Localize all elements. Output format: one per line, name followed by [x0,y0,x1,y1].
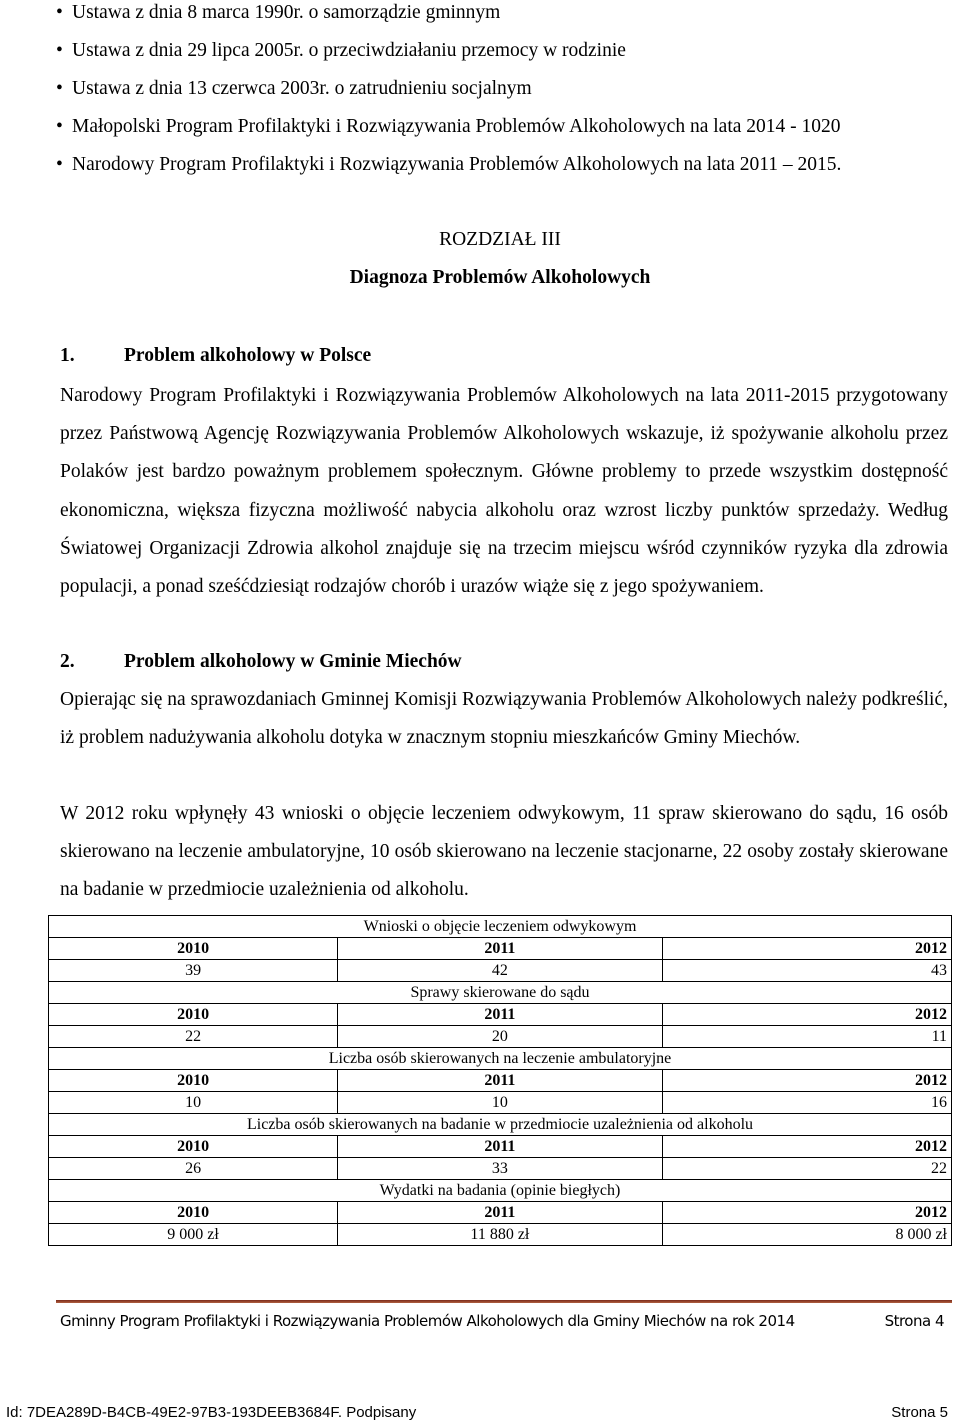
table-cell: 2012 [662,1070,951,1092]
table-cell: 11 [662,1026,951,1048]
table-cell: 26 [49,1158,338,1180]
table-cell: 2011 [338,938,663,960]
footer-title: Gminny Program Profilaktyki i Rozwiązywania Problemów Alkoholowych dla Gminy Miechów na rok 2014 [60,1312,795,1330]
table-cell: 10 [49,1092,338,1114]
table-cell: 2012 [662,1202,951,1224]
table-cell: 2010 [49,938,338,960]
table-cell: 33 [338,1158,663,1180]
list-item: • Małopolski Program Profilaktyki i Rozwiązywania Problemów Alkoholowych na lata 2014 - 1020 [56,116,841,137]
table-row [49,1070,952,1092]
table-row [49,1158,952,1180]
table-row [49,1092,952,1114]
section-number: 1. [60,345,75,366]
table-block-title: Wydatki na badania (opinie biegłych) [49,1180,952,1202]
table-cell: 9 000 zł [49,1224,338,1246]
table-cell: 2010 [49,1202,338,1224]
table-cell: 20 [338,1026,663,1048]
bottom-page-number: Strona 5 [891,1404,948,1421]
table-row [49,916,952,938]
chapter-label: ROZDZIAŁ III [439,229,561,250]
table-block-title: Liczba osób skierowanych na leczenie ambulatoryjne [49,1048,952,1070]
section-title: Problem alkoholowy w Polsce [124,345,372,366]
table-cell: 2011 [338,1136,663,1158]
section-2-heading [60,651,462,673]
table-cell: 2012 [662,1004,951,1026]
table-row [49,938,952,960]
section-title: Problem alkoholowy w Gminie Miechów [124,651,462,672]
chapter-title: Diagnoza Problemów Alkoholowych [349,267,651,288]
section-2-text-1: Opierając się na sprawozdaniach Gminnej Komisji Rozwiązywania Problemów Alkoholowych należy podkreślić, iż problem nadużywania alkoholu dotyka w znacznym stopniu mieszkańców Gminy Miechów. [60,689,948,749]
table-row [49,1202,952,1224]
table-row [49,982,952,1004]
table-block-title: Wnioski o objęcie leczeniem odwykowym [49,916,952,938]
table-row [49,1114,952,1136]
document-id-bar [6,1404,948,1421]
list-item: • Ustawa z dnia 29 lipca 2005r. o przeciwdziałaniu przemocy w rodzinie [56,40,626,61]
table-cell: 16 [662,1092,951,1114]
section-2-text-2: W 2012 roku wpłynęły 43 wnioski o objęcie leczeniem odwykowym, 11 spraw skierowano do sądu, 16 osób skierowano na leczenie ambulatoryjne, 10 osób skierowano na leczenie stacjonarne, 22 osoby zostały skierowane na badanie w przedmiocie uzależnienia od alkoholu. [60,803,948,901]
table-cell: 42 [338,960,663,982]
table-cell: 2011 [338,1004,663,1026]
table-row [49,960,952,982]
document-id: Id: 7DEA289D-B4CB-49E2-97B3-193DEEB3684F. Podpisany [6,1404,417,1421]
table-cell: 10 [338,1092,663,1114]
list-item: • Narodowy Program Profilaktyki i Rozwiązywania Problemów Alkoholowych na lata 2011 – 2015. [56,154,842,175]
list-item: • Ustawa z dnia 13 czerwca 2003r. o zatrudnieniu socjalnym [56,78,532,99]
table-row [49,1224,952,1246]
footer-page-number: Strona 4 [884,1312,944,1330]
table-cell: 2010 [49,1070,338,1092]
table-cell: 22 [49,1026,338,1048]
table-cell: 43 [662,960,951,982]
table-cell: 11 880 zł [338,1224,663,1246]
table-cell: 39 [49,960,338,982]
table-row [49,1026,952,1048]
table-row [49,1136,952,1158]
table-block-title: Sprawy skierowane do sądu [49,982,952,1004]
statistics-table [48,915,952,1246]
footer-divider [56,1300,952,1303]
section-1-text: Narodowy Program Profilaktyki i Rozwiązywania Problemów Alkoholowych na lata 2011-2015 przygotowany przez Państwową Agencję Rozwiązywania Problemów Alkoholowych wskazuje, iż spożywanie alkoholu przez Polaków jest bardzo poważnym problemem społecznym. Główne problemy to przede wszystkim dostępność ekonomiczna, większa fizyczna możliwość nabycia alkoholu oraz wzrost liczby punktów sprzedaży. Według Światowej Organizacji Zdrowia alkohol znajduje się na trzecim miejscu wśród czynników ryzyka dla zdrowia populacji, a ponad sześćdziesiąt rodzajów chorób i urazów wiąże się z jego spożywaniem. [60,385,948,598]
table-row [49,1180,952,1202]
list-item: • Ustawa z dnia 8 marca 1990r. o samorządzie gminnym [56,2,501,23]
table-cell: 8 000 zł [662,1224,951,1246]
table-cell: 22 [662,1158,951,1180]
table-cell: 2011 [338,1202,663,1224]
section-number: 2. [60,651,75,672]
table-cell: 2012 [662,1136,951,1158]
page-footer [60,1312,950,1330]
table-cell: 2010 [49,1136,338,1158]
table-cell: 2011 [338,1070,663,1092]
table-block-title: Liczba osób skierowanych na badanie w przedmiocie uzależnienia od alkoholu [49,1114,952,1136]
section-1-heading [60,345,371,367]
table-row [49,1004,952,1026]
table-row [49,1048,952,1070]
table-cell: 2012 [662,938,951,960]
table-cell: 2010 [49,1004,338,1026]
